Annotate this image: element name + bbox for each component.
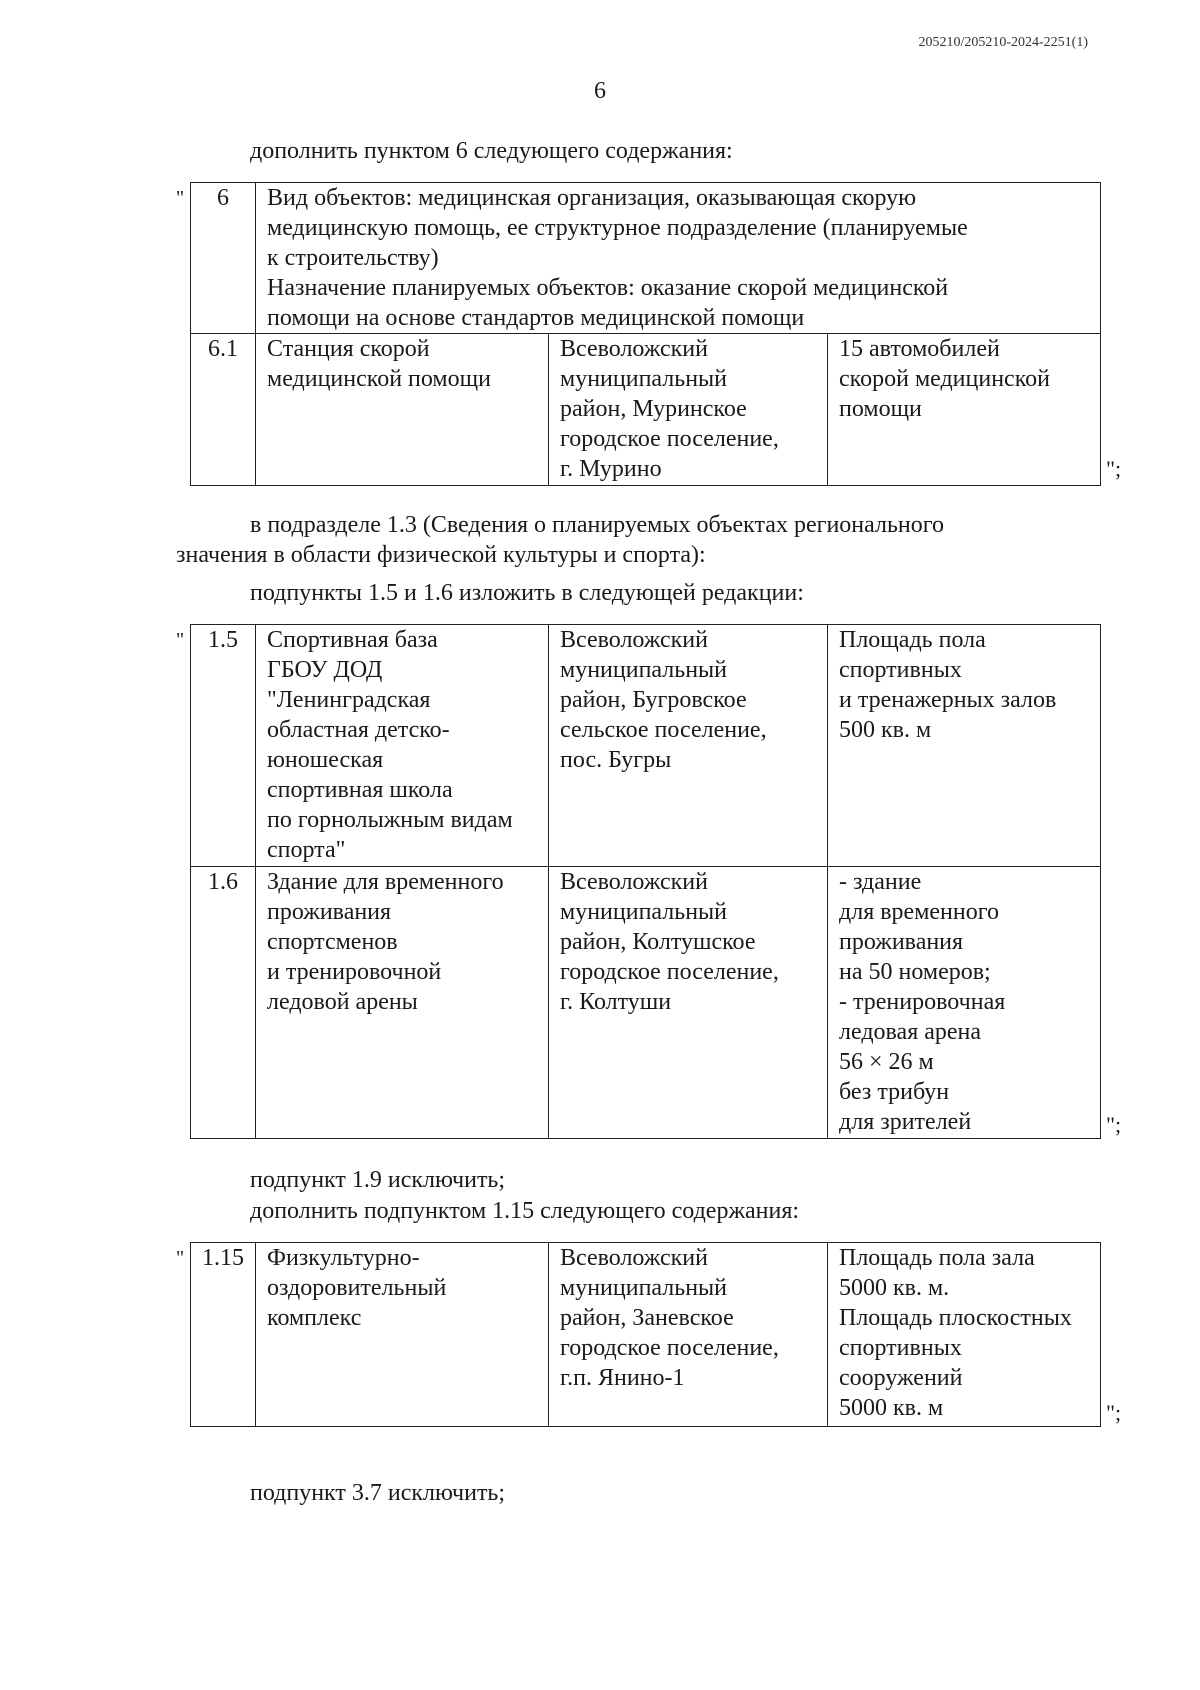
object-parameters: Площадь пола спортивных и тренажерных залов 500 кв. м <box>828 625 1101 867</box>
object-name: Здание для временного проживания спортсменов и тренировочной ледовой арены <box>256 867 549 1139</box>
object-location: Всеволожский муниципальный район, Бугровское сельское поселение, пос. Бугры <box>549 625 828 867</box>
object-location: Всеволожский муниципальный район, Колтушское городское поселение, г. Колтуши <box>549 867 828 1139</box>
page-number: 6 <box>594 78 606 104</box>
paragraph-add-item-6: дополнить пунктом 6 следующего содержания: <box>250 138 733 164</box>
object-name: Спортивная база ГБОУ ДОД "Ленинградская областная детско- юношеская спортивная школа по горнолыжным видам спорта" <box>256 625 549 867</box>
object-name: Станция скорой медицинской помощи <box>256 334 549 486</box>
paragraph-subsection-1-3: в подразделе 1.3 (Сведения о планируемых объектах регионального <box>250 512 945 538</box>
table3-close-quote: "; <box>1106 1400 1122 1425</box>
paragraph-subsection-1-3-cont: значения в области физической культуры и спорта): <box>176 542 706 568</box>
object-parameters: - здание для временного проживания на 50 номеров; - тренировочная ледовая арена 56 × 26 м без трибун для зрителей <box>828 867 1101 1139</box>
row-number: 1.15 <box>191 1243 256 1427</box>
paragraph-add-item-1-15: дополнить подпунктом 1.15 следующего содержания: <box>250 1198 800 1224</box>
table-item-1-15 <box>190 1242 1101 1427</box>
row-number: 6.1 <box>191 334 256 486</box>
object-parameters: Площадь пола зала 5000 кв. м. Площадь плоскостных спортивных сооружений 5000 кв. м <box>828 1243 1101 1427</box>
document-id: 205210/205210-2024-2251(1) <box>918 35 1088 50</box>
table-row <box>191 867 1101 1139</box>
table2-close-quote: "; <box>1106 1112 1122 1137</box>
table-row <box>191 183 1101 334</box>
row-number: 1.5 <box>191 625 256 867</box>
table3-open-quote: " <box>176 1247 185 1269</box>
table-row <box>191 334 1101 486</box>
object-location: Всеволожский муниципальный район, Заневское городское поселение, г.п. Янино-1 <box>549 1243 828 1427</box>
paragraph-item-1-9: подпункт 1.9 исключить; <box>250 1167 506 1193</box>
table-items-1-5-1-6 <box>190 624 1101 1139</box>
object-location: Всеволожский муниципальный район, Муринское городское поселение, г. Мурино <box>549 334 828 486</box>
object-description: Вид объектов: медицинская организация, оказывающая скорую медицинскую помощь, ее структурное подразделение (планируемые к строительству) Назначение планируемых объектов: оказание скорой медицинской помощи на основе стандартов медицинской помощи <box>256 183 1101 334</box>
row-number: 6 <box>191 183 256 334</box>
row-number: 1.6 <box>191 867 256 1139</box>
paragraph-items-1-5-1-6: подпункты 1.5 и 1.6 изложить в следующей редакции: <box>250 580 804 606</box>
table-row <box>191 1243 1101 1427</box>
object-parameters: 15 автомобилей скорой медицинской помощи <box>828 334 1101 486</box>
table1-close-quote: "; <box>1106 456 1122 481</box>
table-row <box>191 625 1101 867</box>
table-item-6 <box>190 182 1101 486</box>
paragraph-item-3-7: подпункт 3.7 исключить; <box>250 1480 506 1506</box>
object-name: Физкультурно- оздоровительный комплекс <box>256 1243 549 1427</box>
table1-open-quote: " <box>176 187 185 209</box>
table2-open-quote: " <box>176 629 185 651</box>
